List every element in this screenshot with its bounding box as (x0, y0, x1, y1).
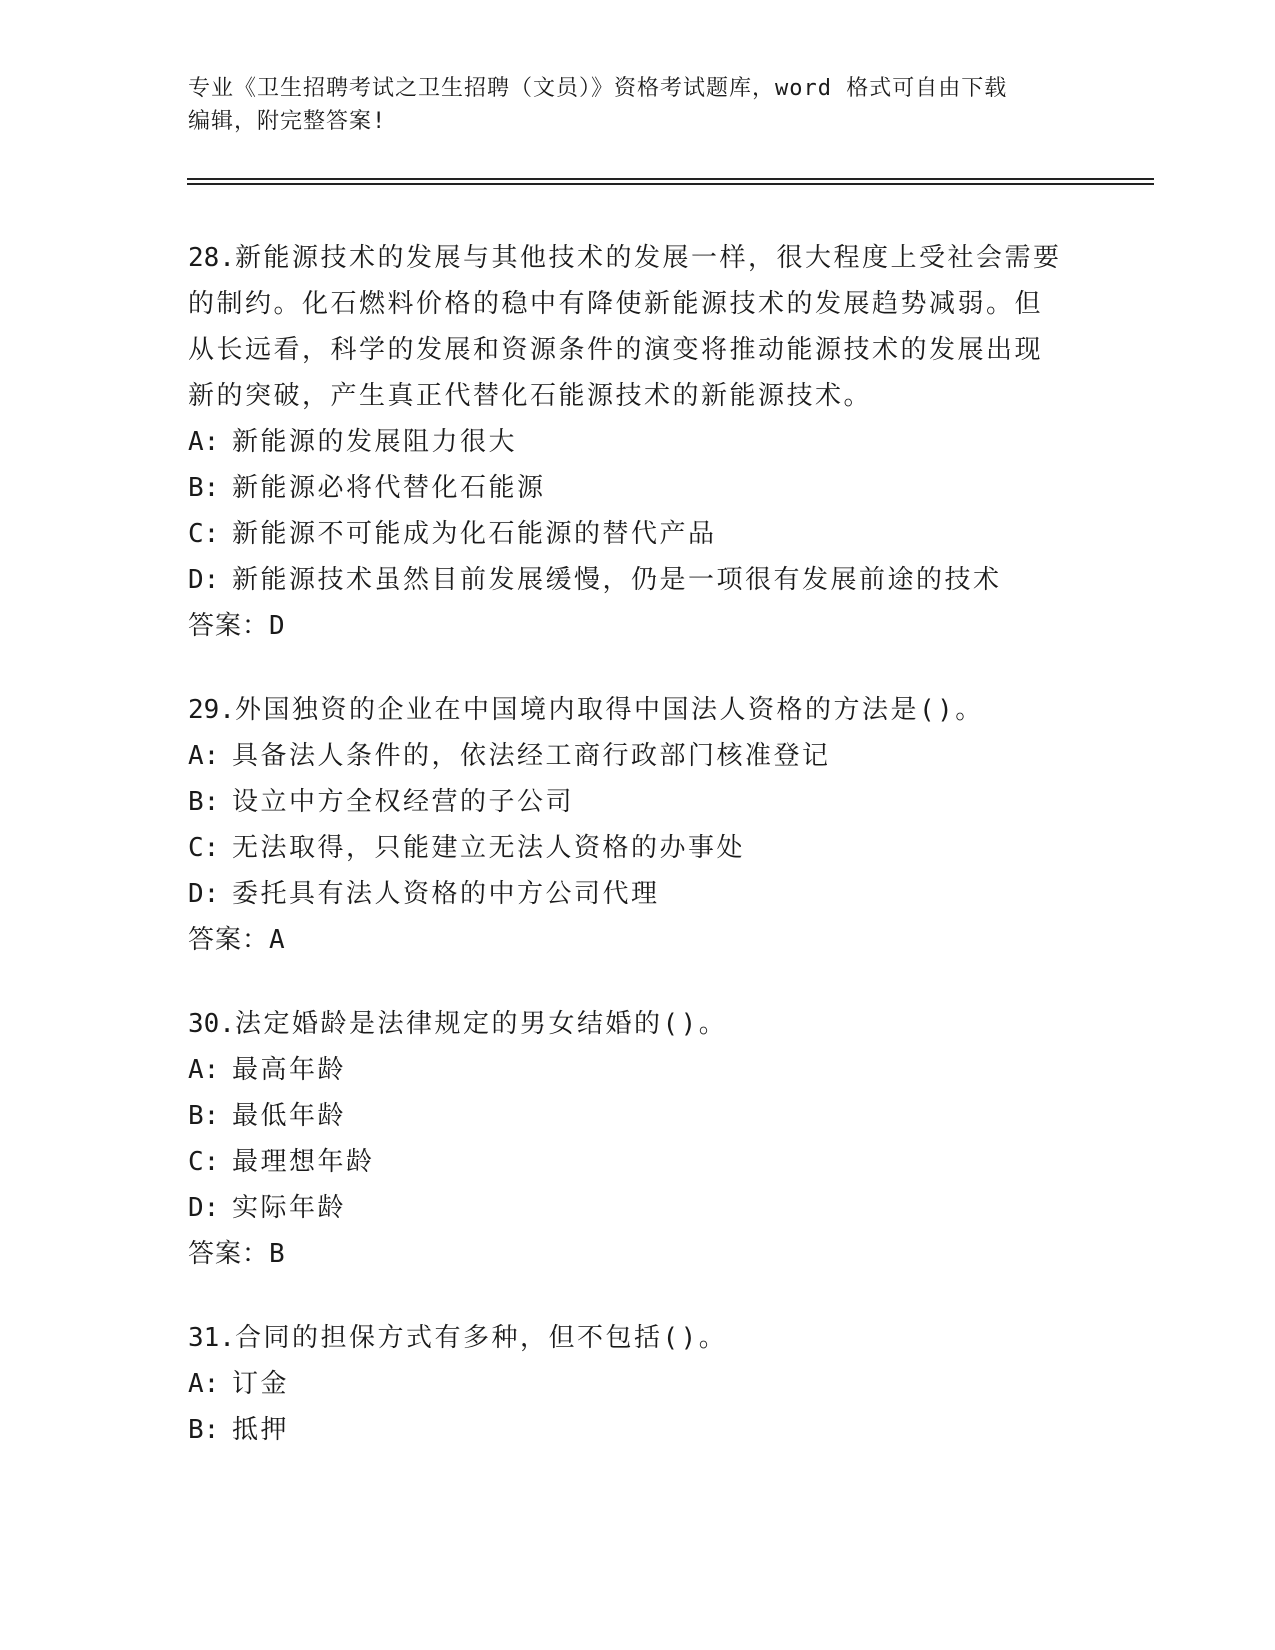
question-text: 法定婚龄是法律规定的男女结婚的()。 (234, 1009, 728, 1039)
question-text-line (188, 327, 1088, 373)
question-number: 28. (188, 243, 235, 273)
header-rule-top (187, 178, 1154, 180)
option-b (188, 465, 1088, 511)
question-text: 新的突破，产生真正代替化石能源技术的新能源技术。 (188, 381, 873, 411)
question-text-line (188, 1001, 1088, 1047)
option-a (188, 1047, 1088, 1093)
option-a (188, 733, 1088, 779)
answer-line: 答案：A (188, 925, 286, 955)
option-text: 新能源不可能成为化石能源的替代产品 (232, 519, 717, 549)
option-letter: C: (188, 519, 220, 549)
option-text: 订金 (232, 1369, 290, 1399)
option-letter: D: (188, 879, 220, 909)
header-title-line-1: 专业《卫生招聘考试之卫生招聘（文员）》资格考试题库，word 格式可自由下载 (188, 76, 1008, 101)
question-item (188, 1001, 1088, 1277)
option-letter: A: (188, 1369, 220, 1399)
option-letter: C: (188, 1147, 220, 1177)
question-text: 外国独资的企业在中国境内取得中国法人资格的方法是()。 (234, 695, 984, 725)
question-number: 29. (188, 695, 235, 725)
option-a (188, 1361, 1088, 1407)
option-c (188, 511, 1088, 557)
question-item (188, 1315, 1088, 1453)
option-d (188, 557, 1088, 603)
question-text: 从长远看，科学的发展和资源条件的演变将推动能源技术的发展出现 (188, 335, 1044, 365)
question-item (188, 235, 1088, 649)
question-text: 合同的担保方式有多种，但不包括()。 (234, 1323, 728, 1353)
question-text: 新能源技术的发展与其他技术的发展一样，很大程度上受社会需要 (234, 243, 1062, 273)
option-b (188, 1093, 1088, 1139)
option-letter: B: (188, 787, 220, 817)
option-text: 最理想年龄 (232, 1147, 375, 1177)
question-text-line (188, 1315, 1088, 1361)
question-list (188, 235, 1088, 1491)
option-letter: A: (188, 741, 220, 771)
option-d (188, 871, 1088, 917)
option-letter: D: (188, 1193, 220, 1223)
option-letter: B: (188, 1415, 220, 1445)
question-text-line (188, 373, 1088, 419)
question-number: 30. (188, 1009, 235, 1039)
document-header (188, 72, 1088, 138)
option-letter: D: (188, 565, 220, 595)
option-text: 新能源必将代替化石能源 (232, 473, 546, 503)
option-text: 设立中方全权经营的子公司 (232, 787, 575, 817)
option-text: 抵押 (232, 1415, 290, 1445)
answer-line: 答案：D (188, 611, 286, 641)
option-a (188, 419, 1088, 465)
option-text: 具备法人条件的，依法经工商行政部门核准登记 (232, 741, 831, 771)
question-text-line (188, 235, 1088, 281)
question-text-line (188, 687, 1088, 733)
option-letter: A: (188, 1055, 220, 1085)
option-letter: B: (188, 1101, 220, 1131)
option-letter: B: (188, 473, 220, 503)
question-text-line (188, 281, 1088, 327)
header-title-line-2: 编辑，附完整答案! (188, 109, 387, 134)
option-b (188, 779, 1088, 825)
option-letter: A: (188, 427, 220, 457)
option-b (188, 1407, 1088, 1453)
option-text: 最高年龄 (232, 1055, 347, 1085)
option-d (188, 1185, 1088, 1231)
answer-line: 答案：B (188, 1239, 286, 1269)
option-text: 最低年龄 (232, 1101, 347, 1131)
option-text: 无法取得，只能建立无法人资格的办事处 (232, 833, 746, 863)
header-rule-bottom (187, 183, 1154, 185)
option-text: 实际年龄 (232, 1193, 347, 1223)
option-text: 新能源的发展阻力很大 (232, 427, 518, 457)
option-c (188, 825, 1088, 871)
option-letter: C: (188, 833, 220, 863)
question-item (188, 687, 1088, 963)
option-c (188, 1139, 1088, 1185)
question-number: 31. (188, 1323, 235, 1353)
option-text: 委托具有法人资格的中方公司代理 (232, 879, 660, 909)
option-text: 新能源技术虽然目前发展缓慢，仍是一项很有发展前途的技术 (232, 565, 1002, 595)
question-text: 的制约。化石燃料价格的稳中有降使新能源技术的发展趋势减弱。但 (188, 289, 1044, 319)
